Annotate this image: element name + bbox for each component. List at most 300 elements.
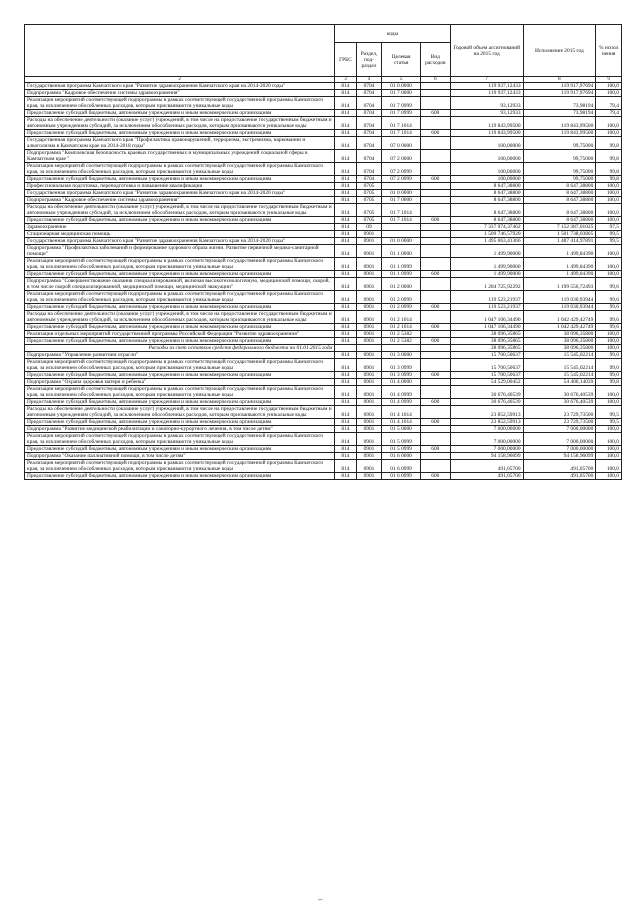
table-body	[25, 83, 622, 480]
row-name-cell: Государственная программа Камчатского края "Профилактика правонарушений, терроризма, экстремизма, наркомании и алкоголизма в Камчатском крае на 2014-2018 годы"	[25, 137, 335, 150]
expense-type-column-header: Вид расходов	[420, 43, 450, 77]
expense-type-cell	[420, 386, 450, 399]
expense-type-cell: 600	[420, 473, 450, 480]
target-article-cell: 01 6 0999	[382, 460, 421, 473]
execution-amount-cell: 99,75000	[523, 137, 596, 150]
row-name-cell: Предоставление субсидий бюджетным, автономным учреждениям и иным некоммерческим организациям	[25, 130, 335, 137]
razdel-cell: 0705	[356, 183, 382, 190]
table-row	[25, 359, 622, 372]
plan-amount-cell: 8 647,38800	[450, 190, 523, 197]
row-name-cell: Предоставление субсидий бюджетным, автономным учреждениям и иным некоммерческим организациям	[25, 304, 335, 311]
grbs-cell: 814	[335, 433, 356, 446]
plan-amount-cell: 119 523,21937	[450, 291, 523, 304]
plan-amount-cell: 38 096,35865	[450, 331, 523, 338]
plan-amount-cell: 1 499,90000	[450, 271, 523, 278]
plan-amount-cell: 7 000,00000	[450, 426, 523, 433]
plan-amount-cell: 38 096,35865	[450, 338, 523, 345]
row-name-cell: Предоставление субсидий бюджетным, автономным учреждениям и иным некоммерческим организациям	[25, 110, 335, 117]
expense-type-cell	[420, 433, 450, 446]
table-row	[25, 345, 622, 352]
column-number: 7	[450, 77, 523, 83]
plan-amount-cell: 94 158,96099	[450, 453, 523, 460]
expense-type-cell	[420, 352, 450, 359]
percent-cell: 100,0	[596, 117, 622, 130]
target-article-cell	[382, 183, 421, 190]
grbs-cell: 814	[335, 446, 356, 453]
razdel-cell: 0704	[356, 163, 382, 176]
grbs-cell: 814	[335, 90, 356, 97]
target-article-cell: 01 2 1014	[382, 324, 421, 331]
expense-type-cell	[420, 345, 450, 352]
plan-amount-cell: 1 495 063,41366	[450, 238, 523, 245]
row-name-cell: Здравоохранение	[25, 224, 335, 231]
table-row	[25, 150, 622, 163]
expense-type-cell	[420, 117, 450, 130]
row-name-cell: Государственная программа Камчатского края "Развитие здравоохранения Камчатского края на 2014-2020 годы"	[25, 238, 335, 245]
row-name-cell: Расходы на обеспечение деятельности (оказание услуг) учреждений, в том числе на предоставление государственным бюджетным и автономным учреждениям субсидий, за исключением обособленных расходов, которым присваиваются уникальные коды	[25, 204, 335, 217]
grbs-cell: 814	[335, 338, 356, 345]
razdel-cell: 0901	[356, 231, 382, 238]
header-group-row	[25, 25, 622, 43]
table-row	[25, 197, 622, 204]
target-article-cell: 01 2 5382	[382, 331, 421, 338]
plan-amount-cell: 119 937,12433	[450, 83, 523, 90]
execution-amount-cell: 15 545,02214	[523, 352, 596, 359]
name-column-header	[25, 25, 335, 77]
grbs-cell: 814	[335, 331, 356, 338]
expense-type-cell	[420, 238, 450, 245]
razdel-cell: 0704	[356, 137, 382, 150]
plan-amount-cell: 7 000,00000	[450, 446, 523, 453]
percent-cell: 100,0	[596, 453, 622, 460]
expense-type-cell	[420, 183, 450, 190]
expense-type-cell: 600	[420, 446, 450, 453]
razdel-cell: 0705	[356, 217, 382, 224]
plan-amount-cell: 1 499,90000	[450, 245, 523, 258]
execution-amount-cell: 1 499,84390	[523, 245, 596, 258]
grbs-cell: 814	[335, 291, 356, 304]
grbs-cell: 814	[335, 460, 356, 473]
table-row	[25, 271, 622, 278]
razdel-cell: 0704	[356, 97, 382, 110]
percent-cell: 100,0	[596, 197, 622, 204]
razdel-cell: 0901	[356, 245, 382, 258]
execution-amount-cell: 1 199 556,72493	[523, 278, 596, 291]
expense-type-cell: 600	[420, 130, 450, 137]
percent-cell: 100,0	[596, 217, 622, 224]
execution-amount-cell: 491,05700	[523, 460, 596, 473]
grbs-cell: 814	[335, 97, 356, 110]
expense-type-cell	[420, 204, 450, 217]
grbs-cell: 814	[335, 311, 356, 324]
percent-cell: 99,0	[596, 359, 622, 372]
table-row	[25, 338, 622, 345]
expense-type-cell: 600	[420, 338, 450, 345]
target-article-cell: 01 3 0999	[382, 359, 421, 372]
table-row	[25, 372, 622, 379]
percent-cell: 100,0	[596, 386, 622, 399]
plan-amount-cell: 8 647,38800	[450, 204, 523, 217]
table-row	[25, 190, 622, 197]
razdel-cell: 0901	[356, 379, 382, 386]
percent-cell: 99,5	[596, 231, 622, 238]
row-name-cell: Подпрограмма "Оказание паллиативной помощи, в том числе детям"	[25, 453, 335, 460]
plan-amount-cell: 8 647,38800	[450, 217, 523, 224]
target-article-cell: 01 0 0000	[382, 238, 421, 245]
percent-cell: 100,0	[596, 130, 622, 137]
percent-cell: 99,5	[596, 238, 622, 245]
column-number: 9	[596, 77, 622, 83]
plan-amount-cell: 119 937,12433	[450, 90, 523, 97]
percent-cell: 100,0	[596, 331, 622, 338]
target-article-cell: 01 7 1014	[382, 217, 421, 224]
table-row	[25, 304, 622, 311]
target-article-cell: 01 4 0999	[382, 399, 421, 406]
table-row	[25, 433, 622, 446]
expense-type-cell: 600	[420, 324, 450, 331]
razdel-cell: 0901	[356, 446, 382, 453]
grbs-cell: 814	[335, 150, 356, 163]
budget-report-sheet	[24, 24, 622, 480]
target-article-cell: 01 0 0000	[382, 83, 421, 90]
table-row	[25, 110, 622, 117]
expense-type-cell: 600	[420, 304, 450, 311]
table-row	[25, 460, 622, 473]
percent-cell: 100,0	[596, 460, 622, 473]
razdel-cell: 0901	[356, 258, 382, 271]
target-article-cell: 01 7 1014	[382, 117, 421, 130]
target-article-cell: 01 1 0999	[382, 258, 421, 271]
execution-amount-cell: 1 042 429,42749	[523, 324, 596, 331]
target-article-cell: 01 7 0999	[382, 97, 421, 110]
row-name-cell: Реализация отдельных мероприятий государственной программы Российской Федерации "Развитие здравоохранения"	[25, 331, 335, 338]
row-name-cell: Предоставление субсидий бюджетным, автономным учреждениям и иным некоммерческим организациям	[25, 473, 335, 480]
target-article-cell: 01 3 0000	[382, 352, 421, 359]
expense-type-cell	[420, 406, 450, 419]
expense-type-cell	[420, 311, 450, 324]
percent-cell: 99,6	[596, 304, 622, 311]
row-name-cell: Расходы на обеспечение деятельности (оказание услуг) учреждений, в том числе на предоставление государственным бюджетным и автономным учреждениям субсидий, за исключением обособленных расходов, которым присваиваются уникальные коды	[25, 117, 335, 130]
row-name-cell: Предоставление субсидий бюджетным, автономным учреждениям и иным некоммерческим организациям	[25, 271, 335, 278]
grbs-cell: 814	[335, 163, 356, 176]
expense-type-cell	[420, 150, 450, 163]
percent-cell: 100,0	[596, 426, 622, 433]
plan-amount-cell: 8 647,38800	[450, 197, 523, 204]
plan-amount-cell: 93,12933	[450, 110, 523, 117]
plan-amount-cell: 54 529,00452	[450, 379, 523, 386]
target-article-cell: 01 2 1014	[382, 311, 421, 324]
row-name-cell: Расходы за счет остатков средств федерального бюджета на 01.01.2015 года	[25, 345, 335, 352]
percent-cell: 99,8	[596, 176, 622, 183]
table-row	[25, 386, 622, 399]
target-article-cell: 07 0 0000	[382, 137, 421, 150]
execution-amount-cell: 1 042 429,42749	[523, 311, 596, 324]
percent-cell: 99,6	[596, 278, 622, 291]
plan-amount-cell: 23 852,59913	[450, 419, 523, 426]
plan-amount-cell: 100,00000	[450, 163, 523, 176]
target-article-cell: 01 2 5382	[382, 338, 421, 345]
execution-amount-cell: 8 647,38800	[523, 190, 596, 197]
razdel-cell: 0901	[356, 271, 382, 278]
target-article-column-header: Целевая статья	[382, 43, 421, 77]
row-name-cell: Подпрограмма "Развитие медицинской реабилитации и санаторно-курортного лечения, в том числе детям"	[25, 426, 335, 433]
expense-type-cell: 600	[420, 372, 450, 379]
grbs-cell: 814	[335, 204, 356, 217]
grbs-cell: 814	[335, 379, 356, 386]
target-article-cell: 01 4 0000	[382, 379, 421, 386]
grbs-cell: 814	[335, 359, 356, 372]
execution-amount-cell: 38 096,35800	[523, 345, 596, 352]
execution-amount-cell: 73,98194	[523, 97, 596, 110]
target-article-cell: 07 2 0000	[382, 150, 421, 163]
expense-type-cell	[420, 231, 450, 238]
column-number: 3	[335, 77, 356, 83]
expense-type-cell	[420, 245, 450, 258]
execution-amount-cell: 23 729,73500	[523, 419, 596, 426]
table-row	[25, 83, 622, 90]
razdel-cell: 0901	[356, 338, 382, 345]
budget-table	[24, 24, 622, 480]
percent-column-header: % испол нения	[596, 25, 622, 77]
row-name-cell: Государственная программа Камчатского края "Развитие здравоохранения Камчатского края на 2014-2020 годы"	[25, 83, 335, 90]
execution-amount-cell: 73,98194	[523, 110, 596, 117]
column-number: 6	[420, 77, 450, 83]
percent-cell: 100,0	[596, 446, 622, 453]
table-row	[25, 352, 622, 359]
execution-amount-cell: 99,75000	[523, 163, 596, 176]
row-name-cell: Государственная программа Камчатского края "Развитие здравоохранения Камчатского края на 2014-2020 годы"	[25, 190, 335, 197]
target-article-cell: 01 5 0999	[382, 446, 421, 453]
execution-amount-cell: 1 499,84390	[523, 258, 596, 271]
target-article-cell: 01 4 1014	[382, 406, 421, 419]
execution-amount-cell: 30 676,40539	[523, 399, 596, 406]
expense-type-cell	[420, 163, 450, 176]
execution-amount-cell: 15 545,02214	[523, 372, 596, 379]
razdel-cell: 0901	[356, 473, 382, 480]
expense-type-cell	[420, 331, 450, 338]
grbs-cell: 814	[335, 217, 356, 224]
target-article-cell: 01 4 1014	[382, 419, 421, 426]
plan-amount-cell: 30 676,40539	[450, 399, 523, 406]
grbs-cell: 814	[335, 324, 356, 331]
grbs-cell: 814	[335, 190, 356, 197]
percent-cell: 79,4	[596, 110, 622, 117]
razdel-cell: 0901	[356, 291, 382, 304]
razdel-cell	[356, 345, 382, 352]
percent-cell: 100,0	[596, 190, 622, 197]
execution-amount-cell: 1 499,84390	[523, 271, 596, 278]
expense-type-cell	[420, 90, 450, 97]
percent-cell: 99,5	[596, 406, 622, 419]
plan-amount-cell: 8 647,38800	[450, 183, 523, 190]
target-article-cell: 07 2 0999	[382, 163, 421, 176]
target-article-cell: 07 2 0999	[382, 176, 421, 183]
execution-amount-cell: 38 096,35800	[523, 331, 596, 338]
grbs-cell: 814	[335, 137, 356, 150]
plan-amount-cell: 100,00000	[450, 137, 523, 150]
row-name-cell: Реализация мероприятий соответствующей подпрограммы в рамках соответствующей государственной программы Камчатского края, за исключением обособленных расходов, которым присваиваются уникальные коды	[25, 163, 335, 176]
razdel-cell: 0901	[356, 311, 382, 324]
expense-type-cell	[420, 190, 450, 197]
table-row	[25, 217, 622, 224]
table-row	[25, 258, 622, 271]
expense-type-cell	[420, 197, 450, 204]
percent-cell: 100,0	[596, 473, 622, 480]
row-name-cell: Подпрограмма "Кадровое обеспечение системы здравоохранения"	[25, 197, 335, 204]
percent-cell: 100,0	[596, 245, 622, 258]
grbs-cell: 814	[335, 406, 356, 419]
razdel-cell: 0704	[356, 117, 382, 130]
razdel-cell: 0705	[356, 190, 382, 197]
plan-column-header: Годовой объем ассигнований на 2015 год	[450, 25, 523, 77]
razdel-cell: 0901	[356, 419, 382, 426]
execution-amount-cell: 491,05700	[523, 473, 596, 480]
row-name-cell: Предоставление субсидий бюджетным, автономным учреждениям и иным некоммерческим организациям	[25, 372, 335, 379]
table-row	[25, 453, 622, 460]
plan-amount-cell: 100,00000	[450, 150, 523, 163]
execution-amount-cell: 54 406,14039	[523, 379, 596, 386]
row-name-cell: Подпрограмма "Комплексная безопасность краевых государственных и муниципальных учреждений социальной сферы в Камчатском крае "	[25, 150, 335, 163]
table-row	[25, 137, 622, 150]
expense-type-cell	[420, 291, 450, 304]
percent-cell: 99,0	[596, 352, 622, 359]
row-name-cell: Расходы на обеспечение деятельности (оказание услуг) учреждений, в том числе на предоставление государственным бюджетным и автономным учреждениям субсидий, за исключением обособленных расходов, которым присваиваются уникальные коды	[25, 311, 335, 324]
target-article-cell: 01 5 0000	[382, 426, 421, 433]
plan-amount-cell: 491,05700	[450, 473, 523, 480]
plan-amount-cell: 1 509 746,57920	[450, 231, 523, 238]
row-name-cell: Профессиональная подготовка, переподготовка и повышение квалификации	[25, 183, 335, 190]
razdel-cell: 0901	[356, 352, 382, 359]
razdel-cell: 0704	[356, 83, 382, 90]
percent-cell: 100,0	[596, 338, 622, 345]
grbs-cell	[335, 345, 356, 352]
razdel-cell: 0901	[356, 433, 382, 446]
execution-column-header: Исполнение 2015 год	[523, 25, 596, 77]
percent-cell: 99,8	[596, 379, 622, 386]
execution-amount-cell: 119 843,99500	[523, 117, 596, 130]
expense-type-cell: 600	[420, 110, 450, 117]
razdel-cell: 0704	[356, 110, 382, 117]
target-article-cell: 01 1 0000	[382, 245, 421, 258]
razdel-cell: 0901	[356, 278, 382, 291]
table-row	[25, 183, 622, 190]
target-article-cell: 01 5 0999	[382, 433, 421, 446]
execution-amount-cell: 7 000,00000	[523, 446, 596, 453]
plan-amount-cell: 15 700,50637	[450, 352, 523, 359]
row-name-cell: Подпрограмма "Управление развитием отрасли"	[25, 352, 335, 359]
target-article-cell: 01 2 0000	[382, 278, 421, 291]
execution-amount-cell: 15 545,02214	[523, 359, 596, 372]
target-article-cell	[382, 345, 421, 352]
row-name-cell: Предоставление субсидий бюджетным, автономным учреждениям и иным некоммерческим организациям	[25, 324, 335, 331]
target-article-cell: 01 6 0000	[382, 453, 421, 460]
table-row	[25, 238, 622, 245]
row-name-cell: Предоставление субсидий бюджетным, автономным учреждениям и иным некоммерческим организациям	[25, 419, 335, 426]
execution-amount-cell: 119 030,93944	[523, 304, 596, 311]
grbs-cell: 814	[335, 372, 356, 379]
execution-amount-cell: 119 917,97694	[523, 90, 596, 97]
execution-amount-cell: 7 000,00000	[523, 426, 596, 433]
plan-amount-cell: 119 843,99500	[450, 117, 523, 130]
target-article-cell: 01 7 0000	[382, 90, 421, 97]
target-article-cell: 01 2 0999	[382, 304, 421, 311]
page-footer-mark: –	[318, 895, 323, 904]
plan-amount-cell: 7 337 974,37462	[450, 224, 523, 231]
column-number: 4	[356, 77, 382, 83]
table-row	[25, 224, 622, 231]
row-name-cell: Подпрограмма "Охрана здоровья матери и ребенка"	[25, 379, 335, 386]
grbs-cell: 814	[335, 110, 356, 117]
row-name-cell: Стационарная медицинская помощь	[25, 231, 335, 238]
target-article-cell: 01 7 0999	[382, 110, 421, 117]
razdel-column-header: Раздел, под-раздел	[356, 43, 382, 77]
razdel-cell: 0901	[356, 453, 382, 460]
expense-type-cell	[420, 83, 450, 90]
razdel-cell: 0704	[356, 130, 382, 137]
grbs-cell: 814	[335, 419, 356, 426]
plan-amount-cell: 93,12933	[450, 97, 523, 110]
percent-cell: 99,6	[596, 291, 622, 304]
percent-cell: 99,8	[596, 150, 622, 163]
grbs-column-header: ГРБС	[335, 43, 356, 77]
razdel-cell: 0901	[356, 460, 382, 473]
execution-amount-cell: 8 647,38800	[523, 183, 596, 190]
grbs-cell: 814	[335, 130, 356, 137]
grbs-cell: 814	[335, 197, 356, 204]
grbs-cell: 814	[335, 231, 356, 238]
razdel-cell: 0704	[356, 150, 382, 163]
expense-type-cell	[420, 224, 450, 231]
row-name-cell: Подпрограмма "Кадровое обеспечение системы здравоохранения"	[25, 90, 335, 97]
row-name-cell: Реализация мероприятий соответствующей подпрограммы в рамках соответствующей государственной программы Камчатского края, за исключением обособленных расходов, которым присваиваются уникальные коды	[25, 433, 335, 446]
grbs-cell: 814	[335, 352, 356, 359]
execution-amount-cell: 119 843,99500	[523, 130, 596, 137]
table-row	[25, 379, 622, 386]
target-article-cell: 01 1 0999	[382, 271, 421, 278]
plan-amount-cell: 38 096,35865	[450, 345, 523, 352]
execution-amount-cell: 8 647,38800	[523, 217, 596, 224]
plan-amount-cell: 491,05700	[450, 460, 523, 473]
column-number: 2	[25, 77, 335, 83]
razdel-cell: 0704	[356, 90, 382, 97]
plan-amount-cell: 1 047 106,34490	[450, 324, 523, 331]
table-row	[25, 426, 622, 433]
target-article-cell: 01 6 0999	[382, 473, 421, 480]
percent-cell: 99,0	[596, 372, 622, 379]
execution-amount-cell: 38 096,35800	[523, 338, 596, 345]
row-name-cell: Предоставление субсидий бюджетным, автономным учреждениям и иным некоммерческим организациям	[25, 176, 335, 183]
expense-type-cell	[420, 278, 450, 291]
expense-type-cell: 600	[420, 419, 450, 426]
grbs-cell: 814	[335, 117, 356, 130]
grbs-cell: 814	[335, 386, 356, 399]
row-name-cell: Реализация мероприятий соответствующей подпрограммы в рамках соответствующей государственной программы Камчатского края, за исключением обособленных расходов, которым присваиваются уникальные коды	[25, 291, 335, 304]
razdel-cell: 0705	[356, 197, 382, 204]
execution-amount-cell: 119 030,93944	[523, 291, 596, 304]
expense-type-cell	[420, 258, 450, 271]
grbs-cell: 814	[335, 473, 356, 480]
row-name-cell: Реализация мероприятий соответствующей подпрограммы в рамках соответствующей государственной программы Камчатского края, за исключением обособленных расходов, которым присваиваются уникальные коды	[25, 460, 335, 473]
row-name-cell: Предоставление субсидий бюджетным, автономным учреждениям и иным некоммерческим организациям	[25, 446, 335, 453]
target-article-cell: 01 7 0000	[382, 197, 421, 204]
percent-cell: 100,0	[596, 83, 622, 90]
row-name-cell: Расходы на обеспечение деятельности (оказание услуг) учреждений, в том числе на предоставление государственным бюджетным и автономным учреждениям субсидий, за исключением обособленных расходов, которым присваиваются уникальные коды	[25, 406, 335, 419]
plan-amount-cell: 119 843,99500	[450, 130, 523, 137]
razdel-cell: 0901	[356, 331, 382, 338]
execution-amount-cell: 1 501 738,03805	[523, 231, 596, 238]
plan-amount-cell: 1 499,90000	[450, 258, 523, 271]
target-article-cell: 01 0 0000	[382, 190, 421, 197]
